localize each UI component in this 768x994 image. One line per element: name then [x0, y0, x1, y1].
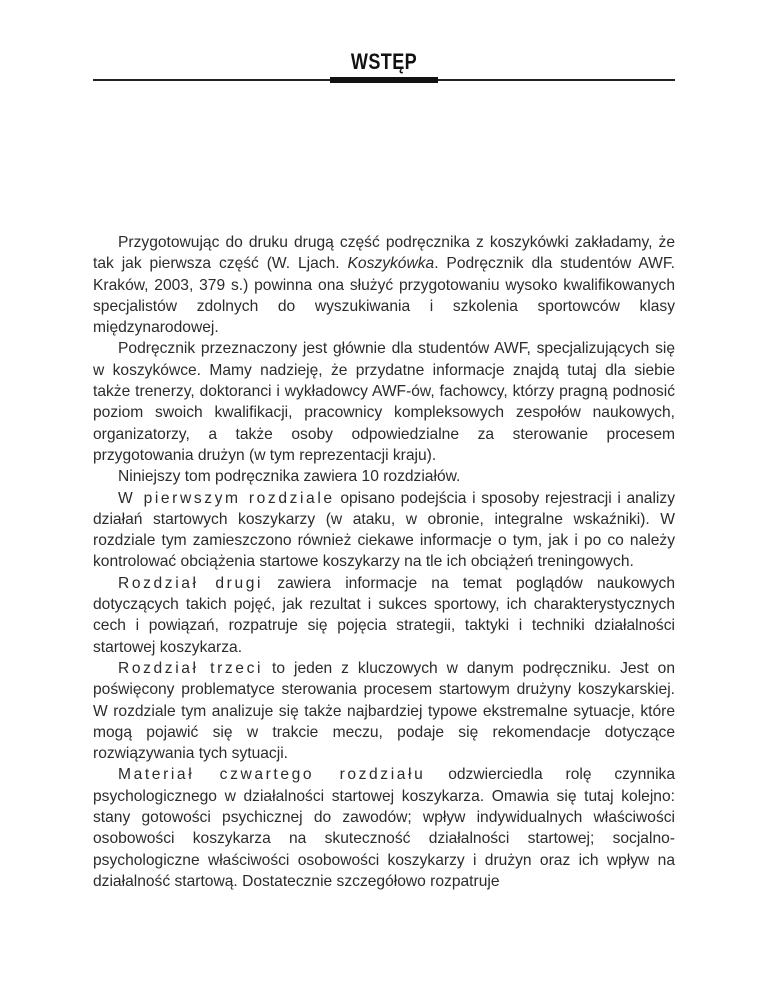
- spaced-lead: W pierwszym rozdziale: [118, 489, 335, 507]
- paragraph-6: [93, 658, 675, 764]
- spaced-lead: Materiał czwartego rozdziału: [118, 766, 426, 784]
- chapter-title: WSTĘP: [350, 49, 418, 74]
- spaced-lead: Rozdział drugi: [118, 574, 264, 592]
- paragraph-4: [93, 488, 675, 573]
- paragraph-text: zawiera informacje na temat poglądów naukowych dotyczących takich pojęć, jak rezultat i sukces sportowy, ich charakterystycznych cech i powiązań, rozpatruje się pojęcia strategii, taktyki i techniki działalności startowej koszykarza.: [93, 574, 675, 656]
- paragraph-1: [93, 232, 675, 338]
- paragraph-text: odzwierciedla rolę czynnika psychologicznego w działalności startowej koszykarza. Omawia się tutaj kolejno: stany gotowości psychicznej do zawodów; wpływ indywidualnych właściwości osobowości koszykarza na skuteczność działalności startowej; socjalno-psychologiczne właściwości osobowości koszykarzy i drużyn oraz ich wpływ na działalność startową. Dostatecznie szczegółowo rozpatruje: [93, 766, 675, 890]
- paragraph-text: . Podręcznik dla studentów AWF. Kraków, 2003, 379 s.) powinna ona służyć przygotowaniu wysoko kwalifikowanych specjalistów zdolnych do wyszukiwania i szkolenia sportowców klasy międzynarodowej.: [93, 255, 675, 337]
- paragraph-text: Przygotowując do druku drugą część podręcznika z koszykówki zakładamy, że tak jak pierwsza część (W. Ljach.: [93, 234, 675, 273]
- chapter-heading: [93, 46, 675, 86]
- paragraph-5: [93, 573, 675, 658]
- book-title: Koszykówka: [347, 255, 435, 273]
- paragraph-3: Niniejszy tom podręcznika zawiera 10 rozdziałów.: [118, 468, 461, 486]
- heading-rule-accent: [330, 77, 438, 83]
- paragraph-text: to jeden z kluczowych w danym podręczniku. Jest on poświęcony problematyce sterowania procesem startowym drużyny koszykarskiej. W rozdziale tym analizuje się także najbardziej typowe ekstremalne sytuacje, które mogą pojawić się w trakcie meczu, podaje się rekomendacje dotyczące rozwiązywania tych sytuacji.: [93, 659, 675, 763]
- body-text: [93, 232, 675, 892]
- paragraph-7: [93, 764, 675, 892]
- paragraph-text: opisano podejścia i sposoby rejestracji i analizy działań startowych koszykarzy (w ataku, w obronie, integralne wskaźniki). W rozdziale tym zamieszczono również ciekawe informacje o tym, jak i po co należy kontrolować obciążenia startowe koszykarzy na tle ich obciążeń treningowych.: [93, 489, 675, 571]
- paragraph-2: Podręcznik przeznaczony jest głównie dla studentów AWF, specjalizujących się w koszykówce. Mamy nadzieję, że przydatne informacje znajdą tutaj dla siebie także trenerzy, doktoranci i wykładowcy AWF-ów, fachowcy, którzy pragną podnosić poziom swoich kwalifikacji, pracownicy kompleksowych zespołów naukowych, organizatorzy, a także osoby odpowiedzialne za sterowanie procesem przygotowania drużyn (w tym reprezentacji kraju).: [93, 340, 675, 464]
- spaced-lead: Rozdział trzeci: [118, 659, 264, 677]
